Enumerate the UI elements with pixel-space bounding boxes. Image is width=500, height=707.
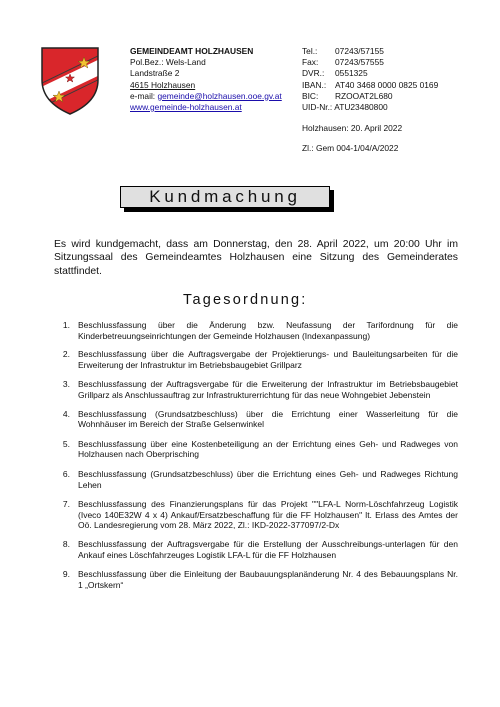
fax-label: Fax:: [302, 57, 319, 68]
municipality-crest-logo: [40, 46, 100, 116]
uid-label: UID-Nr.:: [302, 102, 333, 113]
agenda-item-text: Beschlussfassung (Grundsatzbeschluss) über die Errichtung einer Wasserleitung für die Wohnhäuser im Bereich der Straße Gelsenwinkel: [78, 408, 458, 430]
agenda-item-text: Beschlussfassung (Grundsatzbeschluss) über die Errichtung eines Geh- und Radweges Richtung Lehen: [78, 468, 458, 490]
tel-row: [302, 46, 438, 57]
city-text: 4615 Holzhausen: [130, 79, 196, 90]
fax-row: [302, 57, 438, 68]
iban-value: AT40 3468 0000 0825 0169: [335, 79, 439, 90]
agenda-item-number: 4.: [62, 408, 70, 419]
street: Landstraße 2: [130, 68, 180, 79]
agenda-item-number: 3.: [62, 379, 70, 390]
sender-address: [130, 46, 282, 113]
agenda-item: [58, 320, 458, 341]
dvr-label: DVR.:: [302, 68, 325, 79]
agenda-item-number: 1.: [62, 320, 70, 330]
district: Pol.Bez.: Wels-Land: [130, 57, 206, 68]
bic-label: BIC:: [302, 90, 319, 101]
agenda-item-number: 5.: [62, 438, 70, 449]
agenda-item-text: Beschlussfassung der Auftragsvergabe für die Erstellung der Ausschreibungs-unterlagen für den Ankauf eines Löschfahrzeuges Logistik LFA-L für die FF Holzhausen: [78, 538, 458, 560]
tel-label: Tel.:: [302, 46, 318, 56]
title-banner: [120, 186, 330, 208]
agenda-item-text: Beschlussfassung über eine Kostenbeteiligung an der Errichtung eines Geh- und Radweges von Holzhausen nach Oberprisching: [78, 438, 458, 460]
agenda-item-number: 7.: [62, 499, 70, 510]
dvr-value: 0551325: [335, 68, 368, 79]
website-row: [130, 102, 282, 113]
agenda-item-text: Beschlussfassung des Finanzierungsplans für das Projekt ""LFA-L Norm-Löschfahrzeug Logistik (Iveco 140E32W 4 x 4) Ankauf/Ersatzbeschaffung für die FF Holzhausen" lt. Erlass des Amtes der Oö. Landesregierung vom 28. März 2022, Zl.: IKD-2022-377097/2-Dx: [78, 499, 458, 531]
uid-value: ATU23480800: [334, 102, 388, 113]
agenda-item-text: Beschlussfassung über die Auftragsvergabe der Projektierungs- und Bauleitungsarbeiten für die Erweiterung der Infrastruktur im Betriebsbaugebiet Grillparz: [78, 349, 458, 370]
city: [130, 80, 282, 91]
agenda-item: [58, 539, 458, 560]
reference-number: Zl.: Gem 004-1/04/A/2022: [302, 143, 399, 153]
agenda-item-number: 8.: [62, 538, 70, 549]
dvr-row: [302, 68, 438, 79]
agenda-item-text: Beschlussfassung über die Änderung bzw. Neufassung der Tarifordnung für die Kinderbetreuungseinrichtungen der Gemeinde Holzhausen (Indexanpassung): [78, 320, 458, 341]
email-label: e-mail:: [130, 90, 156, 101]
place-date: Holzhausen: 20. April 2022: [302, 123, 403, 133]
org-name: GEMEINDEAMT HOLZHAUSEN: [130, 46, 254, 56]
email-link[interactable]: gemeinde@holzhausen.ooe.gv.at: [157, 90, 282, 101]
agenda-item: [58, 469, 458, 490]
document-title: Kundmachung: [120, 186, 330, 208]
bic-row: [302, 91, 438, 102]
agenda-item-text: Beschlussfassung der Auftragsvergabe für die Erweiterung der Infrastruktur im Betriebsbaugebiet Grillparz als Anschlussauftrag zur Infrastrukturerrichtung für das neue Wohngebiet Jebenstein: [78, 379, 458, 400]
uid-row: [302, 102, 438, 113]
agenda-item: [58, 349, 458, 370]
contact-details: [302, 46, 438, 113]
fax-value: 07243/57555: [335, 57, 384, 68]
website-link[interactable]: www.gemeinde-holzhausen.at: [130, 102, 242, 113]
intro-paragraph: Es wird kundgemacht, dass am Donnerstag, den 28. April 2022, um 20:00 Uhr im Sitzungssaal des Gemeindeamtes Holzhausen eine Sitzung des Gemeinderates stattfindet.: [54, 239, 458, 277]
agenda-item-number: 9.: [62, 569, 70, 580]
tel-value: 07243/57155: [335, 46, 384, 56]
agenda-item-number: 6.: [62, 468, 70, 479]
agenda-item-text: Beschlussfassung über die Einleitung der Baubauungsplanänderung Nr. 4 des Bebauungsplans Nr. 1 „Ortskern“: [78, 569, 458, 590]
agenda-item: [58, 409, 458, 430]
iban-label: IBAN.:: [302, 79, 327, 90]
agenda-list: [58, 320, 458, 590]
agenda-item: [58, 379, 458, 400]
agenda-item-number: 2.: [62, 349, 70, 360]
bic-value: RZOOAT2L680: [335, 90, 393, 101]
agenda-item: [58, 569, 458, 590]
agenda-heading: Tagesordnung:: [183, 292, 308, 308]
agenda-item: [58, 439, 458, 460]
email-row: [130, 91, 282, 102]
iban-row: [302, 80, 438, 91]
agenda-item: [58, 499, 458, 531]
